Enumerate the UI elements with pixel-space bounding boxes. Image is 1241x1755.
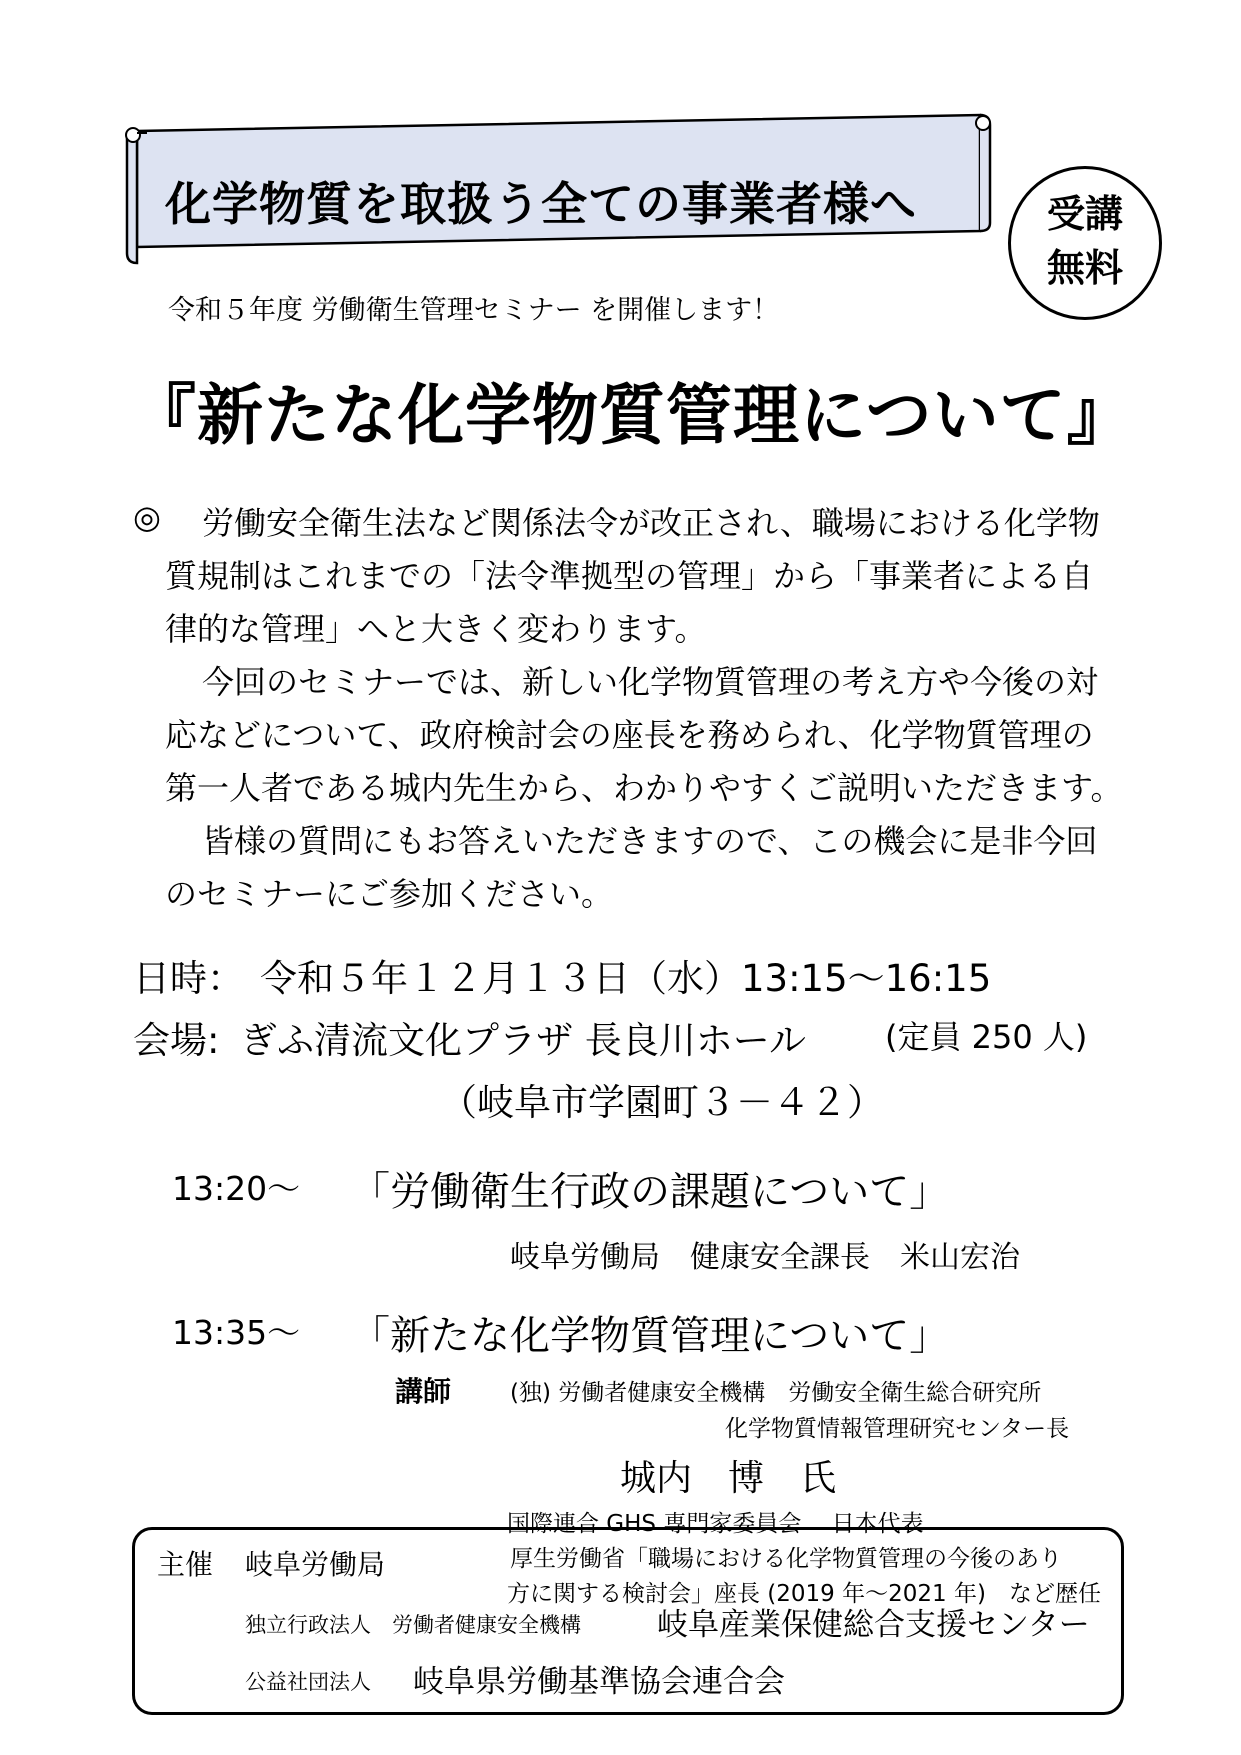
- lecturer-label: 講師: [395, 1375, 452, 1408]
- lecturer-org1: (独) 労働者健康安全機構 労働安全衛生総合研究所: [510, 1380, 1042, 1406]
- intro-line-5: 応などについて、政府検討会の座長を務められ、化学物質管理の: [165, 716, 1094, 754]
- datetime-value: 令和５年１２月１３日（水）13:15～16:15: [260, 957, 992, 1000]
- intro-line-8: のセミナーにご参加ください。: [165, 875, 614, 913]
- intro-line-3: 律的な管理」へと大きく変わります。: [165, 610, 707, 648]
- program-1-title: 「労働衛生行政の課題について」: [350, 1169, 950, 1215]
- badge-line2: 無料: [1046, 246, 1123, 290]
- program-1-time: 13:20～: [172, 1169, 301, 1208]
- free-badge: [1008, 166, 1162, 320]
- co-organizer-2-name: 岐阜県労働基準協会連合会: [413, 1664, 785, 1700]
- program-2-time: 13:35～: [172, 1313, 301, 1352]
- lecturer-career-3: 方に関する検討会」座長 (2019 年～2021 年) など歴任: [507, 1581, 1101, 1607]
- intro-line-4: 今回のセミナーでは、新しい化学物質管理の考え方や今後の対: [202, 663, 1099, 701]
- intro-line-7: 皆様の質問にもお答えいただきますので、この機会に是非今回: [202, 822, 1098, 860]
- lecturer-name: 城内 博 氏: [620, 1458, 837, 1499]
- host-label: 主催: [157, 1548, 214, 1581]
- intro-line-1: 労働安全衛生法など関係法令が改正され、職場における化学物: [202, 504, 1100, 542]
- seminar-subtitle: 令和５年度 労働衛生管理セミナー を開催します！: [168, 295, 780, 326]
- lecturer-career-1: 国際連合 GHS 専門家委員会 日本代表: [507, 1511, 924, 1537]
- venue-address: （岐阜市学園町３－４２）: [440, 1081, 884, 1124]
- venue-capacity: (定員 250 人): [885, 1018, 1088, 1056]
- co-organizer-1-prefix: 独立行政法人 労働者健康安全機構: [245, 1613, 581, 1637]
- lecturer-career-2: 厚生労働省「職場における化学物質管理の今後のあり: [510, 1546, 1062, 1572]
- intro-line-2: 質規制はこれまでの「法令準拠型の管理」から「事業者による自: [165, 557, 1094, 595]
- bullet-mark: ◎: [133, 498, 161, 536]
- lecturer-org2: 化学物質情報管理研究センター長: [725, 1416, 1070, 1442]
- intro-line-6: 第一人者である城内先生から、わかりやすくご説明いただきます。: [165, 769, 1123, 807]
- co-organizer-2-prefix: 公益社団法人: [245, 1670, 371, 1694]
- program-2-title: 「新たな化学物質管理について」: [350, 1313, 950, 1359]
- badge-line1: 受講: [1046, 192, 1123, 236]
- venue-label: 会場:: [133, 1019, 220, 1062]
- datetime-label: 日時：: [133, 957, 244, 1000]
- venue-value: ぎふ清流文化プラザ 長良川ホール: [240, 1019, 807, 1062]
- program-1-speaker: 岐阜労働局 健康安全課長 米山宏治: [510, 1240, 1020, 1275]
- co-organizer-1-name: 岐阜産業保健総合支援センター: [657, 1607, 1090, 1643]
- page-title: 『新たな化学物質管理について』: [130, 377, 1134, 454]
- host-name: 岐阜労働局: [245, 1548, 386, 1581]
- banner-text: 化学物質を取扱う全ての事業者様へ: [165, 177, 917, 231]
